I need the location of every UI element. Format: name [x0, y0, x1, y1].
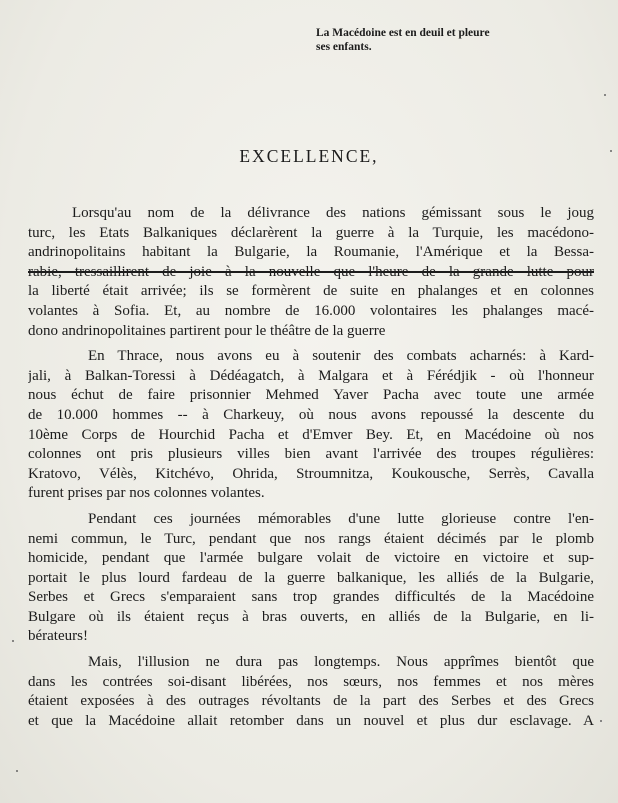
text-line: homicide, pendant que l'armée bulgare volait de victoire en victoire et sup-: [28, 550, 594, 567]
text-line: dono andrinopolitaines partirent pour le théâtre de la guerre: [28, 322, 386, 339]
paragraph-2: [28, 347, 594, 504]
scan-speck: [604, 94, 606, 96]
text-line: colonnes ont pris plusieurs villes bien avant l'arrivée des troupes régulières:: [28, 446, 594, 463]
text-line: Kratovo, Vélès, Kitchévo, Ohrida, Stroumnitza, Koukousche, Serrès, Cavalla: [28, 465, 594, 482]
text-line: furent prises par nos colonnes volantes.: [28, 485, 265, 502]
letter-title: EXCELLENCE,: [239, 146, 379, 166]
paragraph-1: [28, 204, 594, 341]
epigraph-line-1: La Macédoine est en deuil et pleure: [316, 27, 490, 39]
text-line: andrinopolitains habitant la Bulgarie, la Roumanie, l'Amérique et la Bessa-: [28, 244, 594, 261]
epigraph-line-2: ses enfants.: [316, 41, 372, 53]
scan-speck: [600, 720, 602, 722]
scan-speck: [16, 770, 18, 772]
text-line: portait le plus lourd fardeau de la guerre balkanique, les alliés de la Bulgarie,: [28, 569, 594, 586]
text-line: la liberté était arrivée; ils se formèrent de suite en phalanges et en colonnes: [28, 283, 594, 300]
text-line: En Thrace, nous avons eu à soutenir des combats acharnés: à Kard-: [88, 348, 594, 365]
epigraph: [316, 26, 596, 54]
text-line: dans les contrées soi-disant libérées, nos sœurs, nos femmes et nos mères: [28, 673, 594, 690]
letter-body: [28, 204, 594, 731]
text-line: de 10.000 hommes -- à Charkeuy, où nous avons repoussé la descente du: [28, 406, 594, 423]
text-line: Serbes et Grecs s'emparaient sans trop grandes difficultés de la Macédoine: [28, 589, 594, 606]
text-line: jali, à Balkan-Toressi à Dédéagatch, à Malgara et à Férédjik - où l'honneur: [28, 367, 594, 384]
text-line: Lorsqu'au nom de la délivrance des nations gémissant sous le joug: [72, 205, 594, 221]
scan-speck: [12, 640, 14, 642]
paragraph-3: [28, 510, 594, 647]
text-line: bérateurs!: [28, 628, 88, 645]
text-line: turc, les Etats Balkaniques déclarèrent la guerre à la Turquie, les macédono-: [28, 224, 594, 241]
text-line: Bulgare où ils étaient reçus à bras ouverts, en alliés de la Bulgarie, en li-: [28, 608, 594, 625]
text-line: étaient exposées à des outrages révoltants de la part des Serbes et des Grecs: [28, 693, 594, 710]
text-line-struck: rabie, tressaillirent de joie à la nouvelle que l'heure de la grande lutte pour: [28, 263, 594, 280]
scan-speck: [610, 150, 612, 152]
text-line: nous échut de faire prisonnier Mehmed Yaver Pacha avec toute une armée: [28, 387, 594, 404]
text-line: 10ème Corps de Hourchid Pacha et d'Emver Bey. Et, en Macédoine où nos: [28, 426, 594, 443]
paragraph-4: [28, 653, 594, 731]
text-line: et que la Macédoine allait retomber dans un nouvel et plus dur esclavage. A: [28, 712, 594, 729]
text-line: volantes à Sofia. Et, au nombre de 16.000 volontaires les phalanges macé-: [28, 302, 594, 319]
text-line: nemi commun, le Turc, pendant que nos rangs étaient décimés par le plomb: [28, 530, 594, 547]
text-line: Mais, l'illusion ne dura pas longtemps. Nous apprîmes bientôt que: [88, 654, 594, 671]
text-line: Pendant ces journées mémorables d'une lutte glorieuse contre l'en-: [88, 510, 594, 527]
